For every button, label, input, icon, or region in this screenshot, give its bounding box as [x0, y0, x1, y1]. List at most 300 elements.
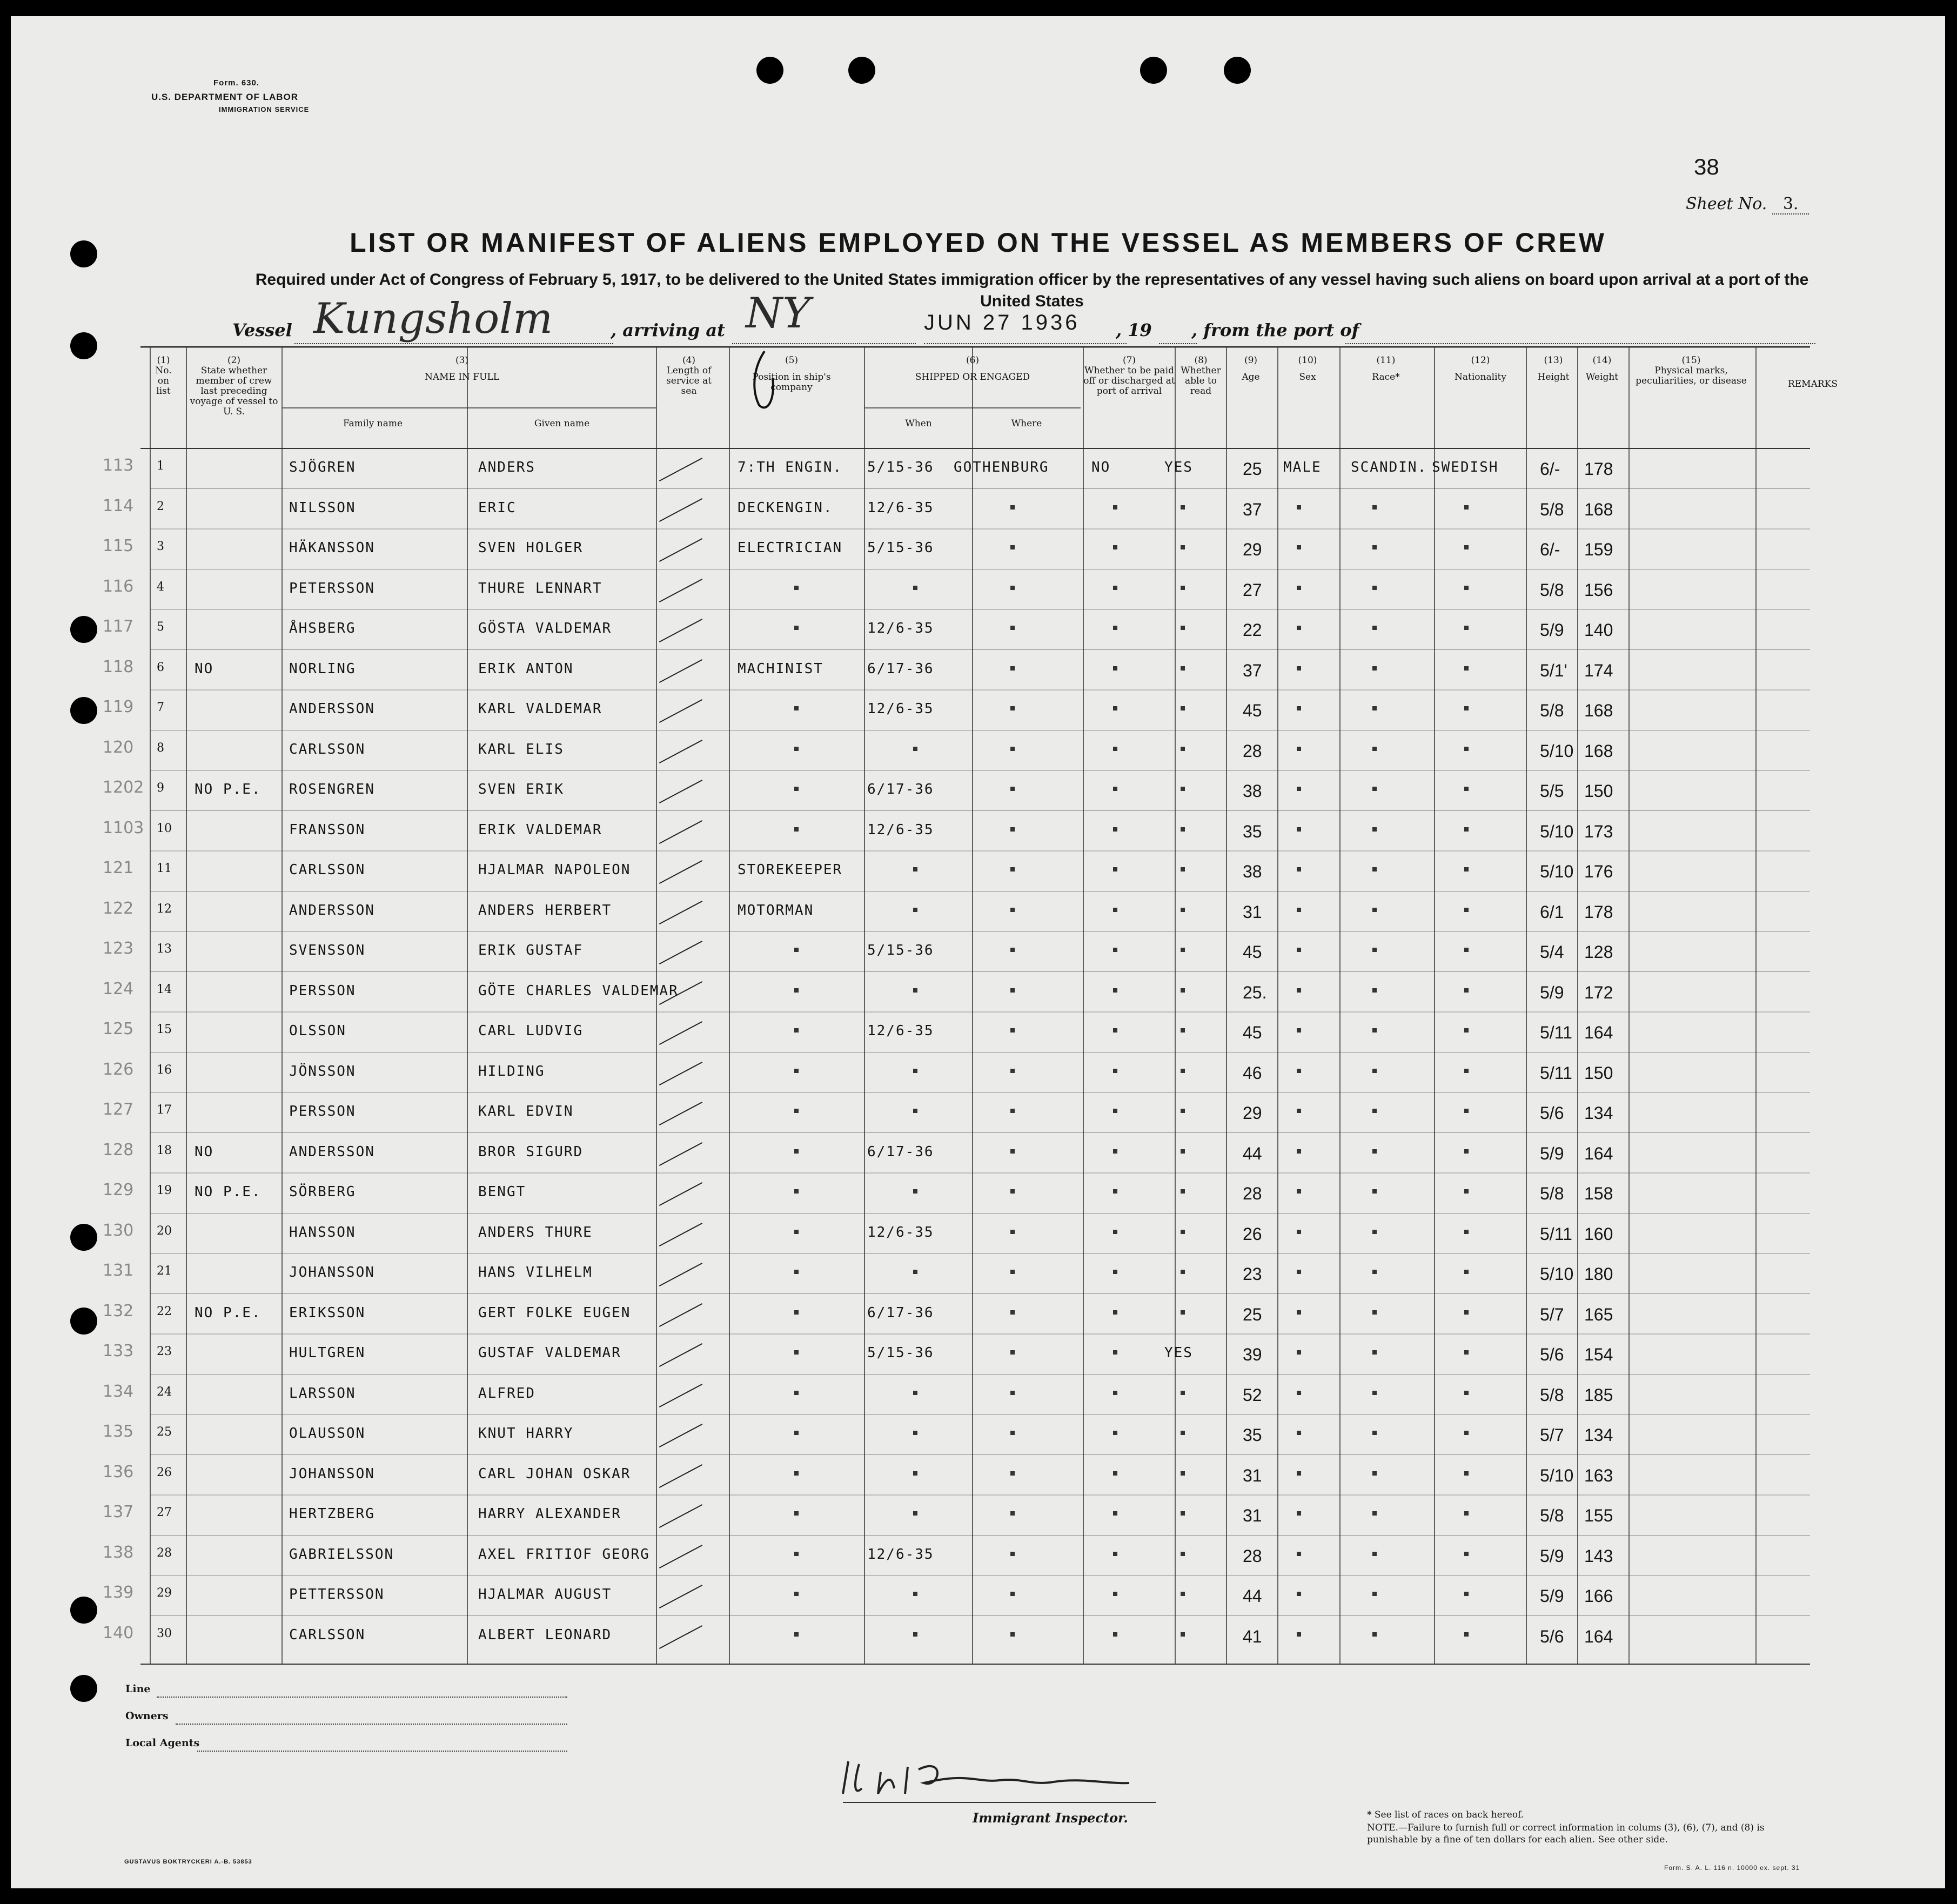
ditto-mark: [1113, 1511, 1117, 1516]
cell-no: 8: [157, 741, 164, 755]
cell-pencil: 123: [103, 939, 134, 958]
ditto-mark: [1181, 1069, 1185, 1073]
cell-given: ALFRED: [478, 1385, 535, 1402]
ditto-mark: [1181, 1149, 1185, 1154]
cell-weight: 158: [1584, 1184, 1613, 1203]
ditto-mark: [1181, 1109, 1185, 1113]
table-row: [103, 770, 1810, 811]
cell-height: 5/11: [1540, 1023, 1572, 1042]
cell-given: CARL LUDVIG: [478, 1023, 584, 1039]
ditto-mark: [794, 1632, 799, 1637]
ditto-mark: [794, 1310, 799, 1315]
table-row: [103, 1253, 1810, 1294]
ditto-mark: [1010, 1028, 1015, 1033]
inspector-signature: [837, 1751, 1216, 1805]
cell-weight: 128: [1584, 942, 1613, 962]
ditto-mark: [1372, 626, 1377, 630]
ditto-mark: [1010, 1230, 1015, 1234]
cell-weight: 172: [1584, 982, 1613, 1002]
ditto-mark: [1010, 1431, 1015, 1435]
ditto-mark: [1297, 545, 1301, 549]
ditto-mark: [1113, 1350, 1117, 1355]
cell-age: 35: [1243, 821, 1262, 841]
ditto-mark: [913, 908, 917, 912]
sheet-label: Sheet No.: [1686, 195, 1767, 213]
cell-no: 24: [157, 1385, 172, 1399]
header-when: When: [905, 418, 932, 429]
cell-given: ANDERS HERBERT: [478, 902, 612, 919]
cell-age: 31: [1243, 1465, 1262, 1485]
ditto-mark: [1010, 626, 1015, 630]
header-paid-off: [1083, 356, 1175, 397]
ditto-mark: [1464, 666, 1469, 671]
cell-weight: 168: [1584, 499, 1613, 519]
ditto-mark: [1181, 1471, 1185, 1476]
cell-weight: 168: [1584, 701, 1613, 720]
service-length-slash: [659, 498, 702, 521]
service-length-slash: [659, 1625, 702, 1648]
ditto-mark: [913, 747, 917, 751]
ditto-mark: [1181, 1511, 1185, 1516]
cell-given: AXEL FRITIOF GEORG: [478, 1546, 650, 1563]
ditto-mark: [1372, 1632, 1377, 1637]
service-name: IMMIGRATION SERVICE: [219, 105, 310, 113]
cell-no: 22: [157, 1304, 172, 1318]
ditto-mark: [913, 1431, 917, 1435]
cell-age: 25.: [1243, 982, 1267, 1002]
arrival-date-stamp: JUN 27 1936: [924, 311, 1080, 334]
cell-weight: 166: [1584, 1586, 1613, 1606]
header-text: NAME IN FULL: [424, 372, 500, 383]
cell-given: KARL VALDEMAR: [478, 701, 602, 717]
cell-weight: 174: [1584, 660, 1613, 680]
ditto-mark: [1181, 626, 1185, 630]
cell-read: YES: [1164, 459, 1193, 475]
cell-weight: 176: [1584, 862, 1613, 881]
ditto-mark: [1372, 1431, 1377, 1435]
owners-label: Owners: [125, 1710, 169, 1722]
header-text: Age: [1242, 372, 1260, 383]
cell-no: 27: [157, 1506, 172, 1519]
ditto-mark: [1113, 505, 1117, 509]
sheet-number: [1686, 195, 1809, 213]
ditto-mark: [1181, 867, 1185, 871]
ditto-mark: [1113, 666, 1117, 671]
cell-no: 13: [157, 942, 172, 956]
cell-weight: 164: [1584, 1626, 1613, 1646]
local-agents-label: Local Agents: [125, 1737, 200, 1749]
ditto-mark: [1464, 827, 1469, 832]
cell-family: PERSSON: [289, 1103, 356, 1119]
header-able-to-read: [1178, 356, 1224, 397]
cell-prev: NO: [195, 1143, 214, 1160]
header-num: (5): [785, 355, 799, 366]
ditto-mark: [1464, 1431, 1469, 1435]
header-length-service: [665, 356, 713, 397]
ditto-mark: [1113, 1028, 1117, 1033]
cell-pencil: 120: [103, 738, 134, 757]
cell-given: HARRY ALEXANDER: [478, 1506, 621, 1522]
cell-pencil: 115: [103, 537, 134, 555]
header-physical-marks: [1629, 356, 1753, 386]
cell-given: KNUT HARRY: [478, 1425, 574, 1442]
header-text: Height: [1537, 372, 1570, 383]
cell-when: 6/17-36: [867, 1304, 934, 1321]
ditto-mark: [1181, 948, 1185, 952]
ditto-mark: [913, 1069, 917, 1073]
cell-age: 41: [1243, 1626, 1262, 1646]
cell-weight: 159: [1584, 540, 1613, 559]
cell-weight: 178: [1584, 902, 1613, 922]
cell-height: 5/6: [1540, 1626, 1564, 1646]
header-num: (10): [1298, 355, 1317, 366]
cell-height: 5/11: [1540, 1063, 1572, 1083]
cell-when: 6/17-36: [867, 781, 934, 797]
ditto-mark: [1010, 706, 1015, 710]
cell-when: 5/15-36: [867, 540, 934, 556]
ditto-mark: [1464, 988, 1469, 993]
ditto-mark: [1181, 1310, 1185, 1315]
ditto-mark: [913, 988, 917, 993]
ditto-mark: [1464, 706, 1469, 710]
cell-given: ERIC: [478, 499, 517, 516]
ditto-mark: [1010, 1632, 1015, 1637]
cell-height: 5/10: [1540, 821, 1574, 841]
cell-no: 30: [157, 1626, 172, 1640]
cell-position: STOREKEEPER: [738, 862, 843, 878]
cell-pencil: 140: [103, 1623, 134, 1642]
cell-family: NILSSON: [289, 499, 356, 516]
cell-height: 5/10: [1540, 862, 1574, 881]
cell-family: PETTERSSON: [289, 1586, 385, 1603]
ditto-mark: [1181, 505, 1185, 509]
ditto-mark: [1464, 626, 1469, 630]
ditto-mark: [1464, 1552, 1469, 1556]
table-row: [103, 1616, 1810, 1657]
cell-no: 1: [157, 459, 164, 473]
ditto-mark: [1464, 1632, 1469, 1637]
ditto-mark: [1372, 1109, 1377, 1113]
header-num: (14): [1592, 355, 1612, 366]
cell-age: 29: [1243, 1103, 1262, 1123]
ditto-mark: [1464, 787, 1469, 791]
cell-no: 29: [157, 1586, 172, 1600]
punch-hole: [70, 1597, 97, 1624]
ditto-mark: [1297, 1230, 1301, 1234]
ditto-mark: [1297, 1149, 1301, 1154]
cell-height: 5/9: [1540, 1546, 1564, 1566]
cell-age: 26: [1243, 1224, 1262, 1244]
cell-weight: 165: [1584, 1304, 1613, 1324]
ditto-mark: [1297, 1552, 1301, 1556]
header-text: Race*: [1372, 372, 1400, 383]
cell-family: CARLSSON: [289, 1626, 366, 1643]
cell-family: SVENSSON: [289, 942, 366, 958]
ditto-mark: [1113, 1149, 1117, 1154]
ditto-mark: [794, 1230, 799, 1234]
cell-given: HILDING: [478, 1063, 545, 1080]
ditto-mark: [794, 1592, 799, 1596]
ditto-mark: [1113, 1230, 1117, 1234]
cell-no: 5: [157, 620, 164, 634]
table-row: [103, 529, 1810, 569]
table-row: [103, 1375, 1810, 1415]
cell-age: 52: [1243, 1385, 1262, 1405]
cell-weight: 180: [1584, 1264, 1613, 1284]
header-where: Where: [1011, 418, 1042, 429]
service-length-slash: [659, 900, 702, 924]
ditto-mark: [1113, 747, 1117, 751]
ditto-mark: [1113, 988, 1117, 993]
ditto-mark: [794, 706, 799, 710]
header-num: (12): [1471, 355, 1490, 366]
cell-family: PERSSON: [289, 982, 356, 999]
ditto-mark: [794, 948, 799, 952]
form-code: Form. S. A. L. 116 n. 10000 ex. sept. 31: [1664, 1864, 1800, 1872]
ditto-mark: [1297, 1028, 1301, 1033]
ditto-mark: [1113, 1431, 1117, 1435]
ditto-mark: [1113, 586, 1117, 590]
cell-paid: NO: [1091, 459, 1111, 475]
ditto-mark: [1297, 867, 1301, 871]
service-length-slash: [659, 820, 702, 843]
ditto-mark: [794, 586, 799, 590]
cell-given: HANS VILHELM: [478, 1264, 593, 1280]
ditto-mark: [1010, 545, 1015, 549]
cell-when: 5/15-36: [867, 459, 934, 475]
cell-family: ANDERSSON: [289, 1143, 375, 1160]
year-label: , 19: [1116, 320, 1152, 340]
ditto-mark: [794, 1471, 799, 1476]
header-height: [1529, 356, 1578, 383]
ditto-mark: [1297, 1431, 1301, 1435]
cell-weight: 155: [1584, 1506, 1613, 1525]
arriving-label: , arriving at: [611, 320, 725, 340]
year-underline: [1159, 343, 1197, 344]
cell-weight: 156: [1584, 580, 1613, 600]
cell-weight: 173: [1584, 821, 1613, 841]
table-row: [103, 931, 1810, 972]
cell-height: 6/-: [1540, 540, 1560, 559]
header-remarks: REMARKS: [1787, 379, 1838, 390]
punch-hole: [70, 1224, 97, 1251]
cell-age: 29: [1243, 540, 1262, 559]
header-name-in-full: [284, 356, 640, 383]
cell-pencil: 116: [103, 576, 134, 596]
ditto-mark: [1464, 1149, 1469, 1154]
header-no: [151, 356, 176, 397]
header-text: SHIPPED OR ENGAGED: [915, 372, 1030, 383]
cell-age: 31: [1243, 902, 1262, 922]
cell-family: OLAUSSON: [289, 1425, 366, 1442]
service-length-slash: [659, 860, 702, 884]
ditto-mark: [1113, 1552, 1117, 1556]
ditto-mark: [913, 1109, 917, 1113]
ditto-mark: [1113, 1270, 1117, 1274]
manifest-page: [11, 16, 1945, 1888]
cell-height: 5/11: [1540, 1224, 1572, 1244]
cell-age: 28: [1243, 741, 1262, 761]
cell-height: 5/5: [1540, 781, 1564, 801]
ditto-mark: [1464, 1350, 1469, 1355]
cell-weight: 163: [1584, 1465, 1613, 1485]
cell-height: 5/1': [1540, 660, 1567, 680]
crew-table: [103, 346, 1838, 1670]
ditto-mark: [1297, 666, 1301, 671]
ditto-mark: [1297, 706, 1301, 710]
cell-given: BENGT: [478, 1184, 526, 1200]
cell-pencil: 119: [103, 698, 134, 716]
header-text: Physical marks, peculiarities, or disease: [1636, 365, 1747, 386]
service-length-slash: [659, 780, 702, 803]
cell-height: 6/-: [1540, 459, 1560, 479]
header-text: No. on list: [155, 365, 172, 397]
cell-weight: 134: [1584, 1103, 1613, 1123]
ditto-mark: [1181, 1270, 1185, 1274]
header-num: (6): [966, 355, 980, 366]
cell-weight: 134: [1584, 1425, 1613, 1445]
ditto-mark: [1010, 1149, 1015, 1154]
cell-age: 38: [1243, 781, 1262, 801]
cell-when: 12/6-35: [867, 821, 934, 838]
service-length-slash: [659, 1222, 702, 1246]
service-length-slash: [659, 1142, 702, 1165]
cell-given: CARL JOHAN OSKAR: [478, 1465, 631, 1482]
cell-age: 28: [1243, 1546, 1262, 1566]
cell-given: SVEN HOLGER: [478, 540, 584, 556]
ditto-mark: [1113, 948, 1117, 952]
header-num: (13): [1544, 355, 1563, 366]
ditto-mark: [794, 1511, 799, 1516]
ditto-mark: [913, 867, 917, 871]
manifest-subtitle: Required under Act of Congress of February 5, 1917, to be delivered to the United States immigration officer by the representatives of any vessel having such aliens on board upon arrival at a port of the United States: [255, 271, 1809, 310]
ditto-mark: [1010, 586, 1015, 590]
cell-family: SÖRBERG: [289, 1184, 356, 1200]
ditto-mark: [1113, 1189, 1117, 1194]
ditto-mark: [1464, 1592, 1469, 1596]
service-length-slash: [659, 941, 702, 964]
vessel-name: Kungsholm: [313, 294, 553, 343]
ditto-mark: [913, 1189, 917, 1194]
port-of-label: , from the port of: [1191, 320, 1359, 340]
cell-family: ERIKSSON: [289, 1304, 366, 1321]
ditto-mark: [1181, 1028, 1185, 1033]
ditto-mark: [1297, 1109, 1301, 1113]
cell-given: GÖSTA VALDEMAR: [478, 620, 612, 636]
cell-age: 44: [1243, 1586, 1262, 1606]
ditto-mark: [1297, 1350, 1301, 1355]
cell-no: 14: [157, 982, 172, 996]
cell-pencil: 135: [103, 1422, 134, 1441]
ditto-mark: [1181, 1431, 1185, 1435]
cell-no: 15: [157, 1023, 172, 1036]
ditto-mark: [1113, 1069, 1117, 1073]
cell-weight: 185: [1584, 1385, 1613, 1405]
cell-when: 6/17-36: [867, 660, 934, 677]
cell-pencil: 1202: [103, 778, 144, 797]
cell-family: ANDERSSON: [289, 701, 375, 717]
cell-pencil: 113: [103, 456, 134, 475]
cell-no: 7: [157, 701, 164, 714]
cell-weight: 143: [1584, 1546, 1613, 1566]
ditto-mark: [1010, 747, 1015, 751]
service-length-slash: [659, 1303, 702, 1326]
table-row: [103, 650, 1810, 690]
races-note: * See list of races on back hereof.: [1367, 1809, 1524, 1820]
cell-age: 27: [1243, 580, 1262, 600]
ditto-mark: [1010, 787, 1015, 791]
cell-given: HJALMAR AUGUST: [478, 1586, 612, 1603]
ditto-mark: [1181, 706, 1185, 710]
cell-age: 46: [1243, 1063, 1262, 1083]
cell-weight: 140: [1584, 620, 1613, 640]
ditto-mark: [1181, 1632, 1185, 1637]
punch-hole: [70, 332, 97, 359]
sheet-stamp-number: 38: [1694, 154, 1719, 179]
ditto-mark: [1464, 1028, 1469, 1033]
service-length-slash: [659, 699, 702, 723]
immigrant-inspector-label: Immigrant Inspector.: [973, 1810, 1128, 1826]
ditto-mark: [794, 747, 799, 751]
table-row: [103, 448, 1810, 489]
cell-no: 17: [157, 1103, 172, 1117]
ditto-mark: [1297, 1069, 1301, 1073]
header-num: (2): [227, 355, 241, 366]
cell-height: 5/10: [1540, 1465, 1574, 1485]
ditto-mark: [1464, 1189, 1469, 1194]
punch-hole: [70, 1675, 97, 1702]
signature-underline: [843, 1802, 1156, 1803]
ditto-mark: [794, 626, 799, 630]
cell-weight: 178: [1584, 459, 1613, 479]
cell-pencil: 128: [103, 1140, 134, 1159]
cell-when: 5/15-36: [867, 1345, 934, 1361]
cell-position: ELECTRICIAN: [738, 540, 843, 556]
cell-given: ERIK VALDEMAR: [478, 821, 602, 838]
cell-family: HÄKANSSON: [289, 540, 375, 556]
header-num: (9): [1244, 355, 1258, 366]
cell-height: 5/7: [1540, 1425, 1564, 1445]
service-length-slash: [659, 1424, 702, 1447]
cell-family: SJÖGREN: [289, 459, 356, 475]
cell-given: GERT FOLKE EUGEN: [478, 1304, 631, 1321]
cell-no: 19: [157, 1184, 172, 1197]
cell-pencil: 124: [103, 979, 134, 998]
ditto-mark: [1181, 1230, 1185, 1234]
cell-height: 5/8: [1540, 499, 1564, 519]
punch-hole: [70, 1308, 97, 1335]
cell-position: MOTORMAN: [738, 902, 814, 919]
header-text: Nationality: [1455, 372, 1506, 383]
cell-pencil: 117: [103, 617, 134, 636]
cell-no: 18: [157, 1143, 172, 1157]
punch-hole: [70, 616, 97, 643]
table-row: [103, 1334, 1810, 1375]
ditto-mark: [1464, 1230, 1469, 1234]
service-length-slash: [659, 1585, 702, 1608]
cell-weight: 164: [1584, 1143, 1613, 1163]
table-row: [103, 972, 1810, 1013]
ditto-mark: [1010, 1471, 1015, 1476]
line-underline: [157, 1697, 567, 1698]
ditto-mark: [1464, 908, 1469, 912]
ditto-mark: [1297, 586, 1301, 590]
cell-age: 28: [1243, 1184, 1262, 1203]
cell-no: 10: [157, 821, 172, 835]
fine-note: NOTE.—Failure to furnish full or correct information in colums (3), (6), (7), and (8) is punishable by a fine of ten dollars for each alien. See other side.: [1367, 1822, 1765, 1845]
cell-where: GOTHENBURG: [954, 459, 1049, 475]
ditto-mark: [1181, 827, 1185, 832]
